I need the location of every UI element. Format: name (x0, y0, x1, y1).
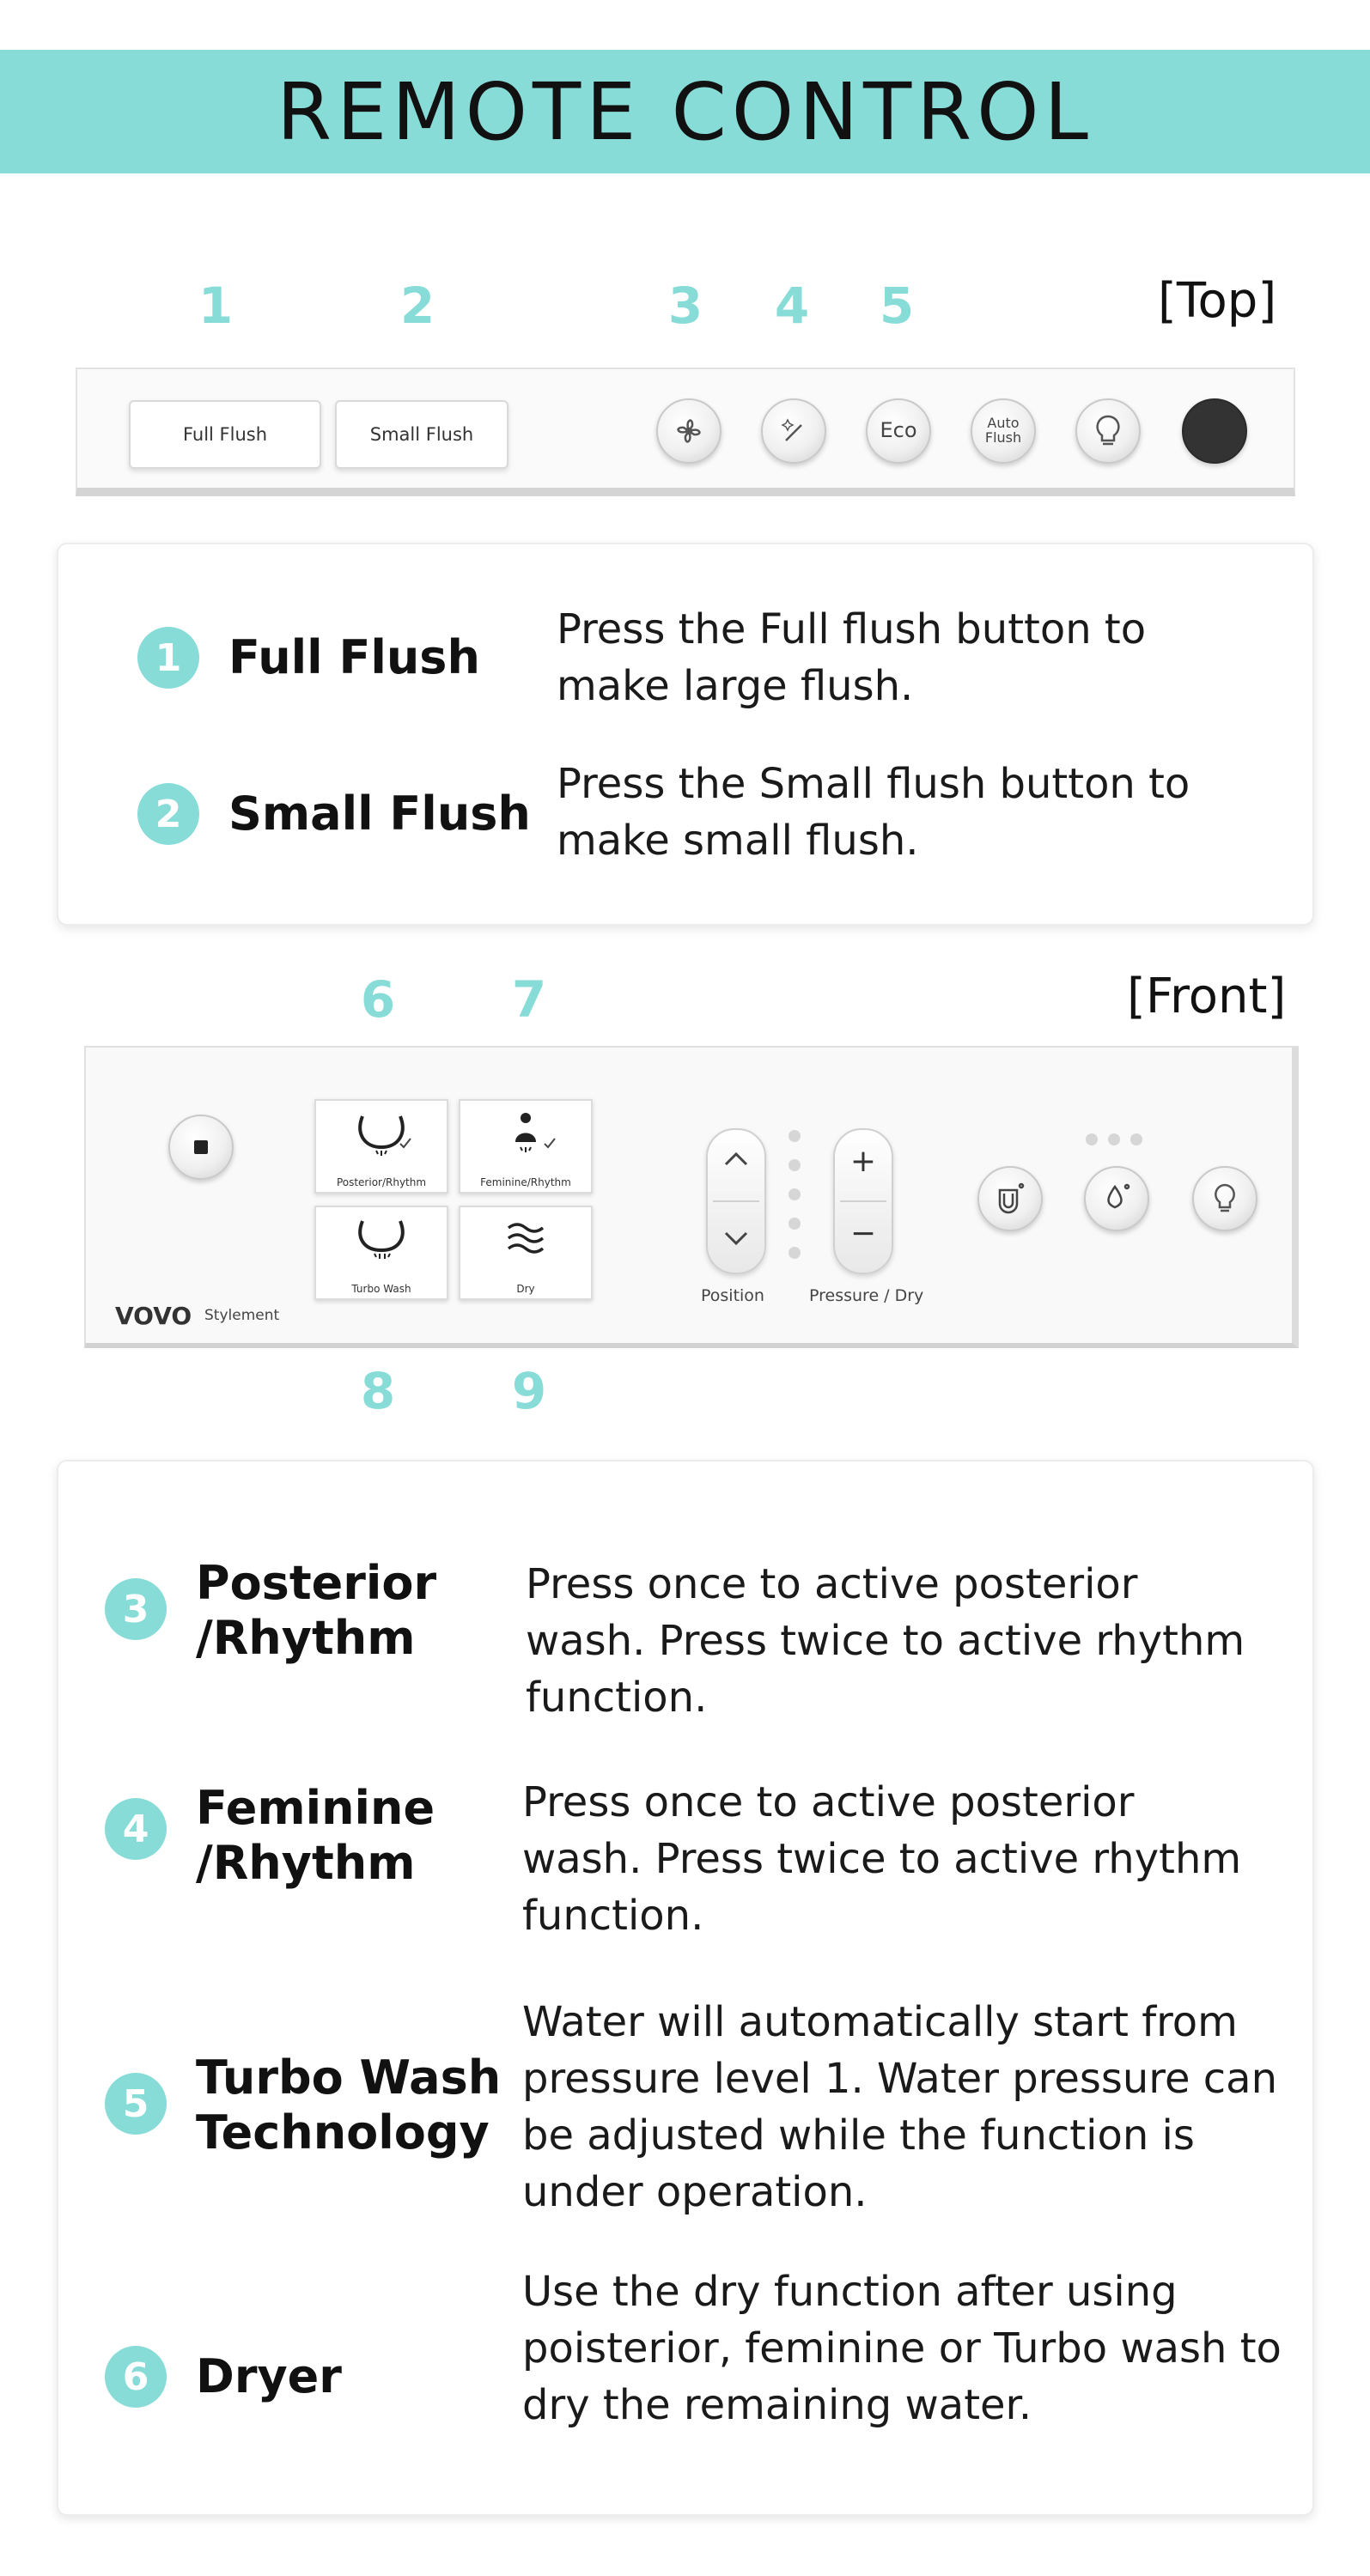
temp-dot (1086, 1133, 1098, 1145)
plus-icon[interactable]: + (849, 1144, 877, 1179)
feature-title: Full Flush (228, 630, 480, 684)
light-button[interactable] (1075, 398, 1141, 464)
position-caption: Position (701, 1286, 764, 1305)
callout-number: 3 (667, 276, 703, 335)
feature-title-line: Feminine (196, 1781, 435, 1835)
pressure-rocker (833, 1128, 893, 1274)
button-label: Turbo Wash (351, 1283, 411, 1295)
feature-description: Press the Full flush button to make large flush. (557, 605, 1147, 710)
button-label: Dry (516, 1283, 535, 1295)
model-name: Stylement (204, 1307, 280, 1324)
feature-title (196, 1556, 436, 1666)
water-temp-icon (1099, 1180, 1134, 1218)
stop-icon (194, 1140, 208, 1154)
feature-description: Press once to active posterior wash. Press twice to active rhythm function. (526, 1560, 1245, 1722)
callout-number: 6 (360, 970, 396, 1029)
seat-temp-button[interactable] (977, 1166, 1043, 1231)
feature-title-line: /Rhythm (196, 1611, 416, 1665)
turbo-wash-button[interactable] (314, 1206, 448, 1300)
number-badge: 4 (105, 1798, 167, 1860)
front-view-label: [Front] (1127, 969, 1287, 1024)
button-label: Feminine/Rhythm (480, 1176, 571, 1188)
feature-title-line: /Rhythm (196, 1836, 416, 1890)
feature-title-line: Dryer (196, 2349, 342, 2403)
seat-temp-icon (993, 1180, 1027, 1218)
level-dot (789, 1188, 801, 1200)
callout-number: 8 (360, 1362, 396, 1420)
small-flush-button[interactable]: Small Flush (335, 400, 508, 469)
feature-description: Use the dry function after using poisterior, feminine or Turbo wash to dry the remaining water. (522, 2268, 1282, 2429)
level-dot (789, 1218, 801, 1230)
callout-number: 7 (511, 970, 547, 1029)
eco-label: Eco (880, 418, 917, 443)
number-badge: 6 (105, 2346, 167, 2408)
chevron-up-icon[interactable] (722, 1151, 750, 1168)
level-dot (789, 1130, 801, 1142)
rocker-divider (713, 1200, 759, 1202)
fan-button[interactable] (656, 398, 722, 464)
pressure-caption: Pressure / Dry (809, 1286, 924, 1305)
feature-description: Press once to active posterior wash. Press twice to active rhythm function. (522, 1778, 1242, 1940)
rocker-divider (840, 1200, 886, 1202)
bulb-icon (1091, 411, 1125, 451)
sensor-window (1182, 398, 1247, 464)
temp-dot (1108, 1133, 1120, 1145)
header-banner (0, 50, 1370, 173)
callout-number: 5 (879, 276, 915, 335)
callout-number: 4 (774, 276, 810, 335)
level-dot (789, 1247, 801, 1259)
feature-title: Small Flush (228, 787, 531, 841)
dry-button[interactable] (459, 1206, 593, 1300)
number-badge: 5 (105, 2073, 167, 2135)
remote-top-panel (76, 368, 1295, 496)
feature-title-line: Posterior (196, 1556, 437, 1610)
callout-number: 2 (399, 276, 435, 335)
water-temp-button[interactable] (1084, 1166, 1149, 1231)
wand-icon (774, 411, 813, 451)
number-badge: 2 (137, 783, 199, 845)
page-title: REMOTE CONTROL (277, 65, 1093, 158)
functions-info-card (57, 1460, 1314, 2516)
auto-flush-label: Auto Flush (984, 415, 1022, 446)
feature-title (196, 1781, 435, 1891)
bulb-icon (1209, 1180, 1240, 1218)
auto-flush-button[interactable] (971, 398, 1036, 464)
position-rocker (706, 1128, 766, 1274)
nightlight-button[interactable] (1192, 1166, 1257, 1231)
feature-title-line: Technology (196, 2105, 490, 2160)
feminine-rhythm-button[interactable] (459, 1099, 593, 1194)
feature-title (196, 2349, 342, 2404)
feature-description: Press the Small flush button to make small flush. (557, 760, 1190, 865)
posterior-rhythm-button[interactable] (314, 1099, 448, 1194)
feature-description: Water will automatically start from pressure level 1. Water pressure can be adjusted while the function is under operation. (522, 1998, 1277, 2216)
level-dot (789, 1159, 801, 1171)
feature-title (196, 2050, 501, 2160)
full-flush-button[interactable]: Full Flush (129, 400, 321, 469)
eco-button[interactable] (866, 398, 931, 464)
callout-number: 9 (511, 1362, 547, 1420)
flush-info-card (57, 543, 1314, 926)
brand-logo: VOVO (115, 1302, 192, 1330)
callout-number: 1 (198, 276, 234, 335)
turbo-wash-icon (350, 1216, 412, 1264)
feminine-icon (495, 1109, 557, 1159)
temp-dot (1130, 1133, 1142, 1145)
top-view-label: [Top] (1158, 273, 1277, 329)
feature-title-line: Turbo Wash (196, 2050, 502, 2105)
posterior-icon (350, 1111, 412, 1159)
chevron-down-icon[interactable] (722, 1230, 750, 1247)
power-button[interactable] (168, 1115, 234, 1180)
wand-button[interactable] (761, 398, 826, 464)
dry-icon (503, 1221, 548, 1259)
number-badge: 3 (105, 1578, 167, 1640)
remote-front-panel (84, 1046, 1299, 1348)
minus-icon[interactable]: − (849, 1216, 877, 1251)
button-label: Posterior/Rhythm (336, 1176, 427, 1188)
number-badge: 1 (137, 627, 199, 689)
fan-icon (669, 411, 709, 451)
